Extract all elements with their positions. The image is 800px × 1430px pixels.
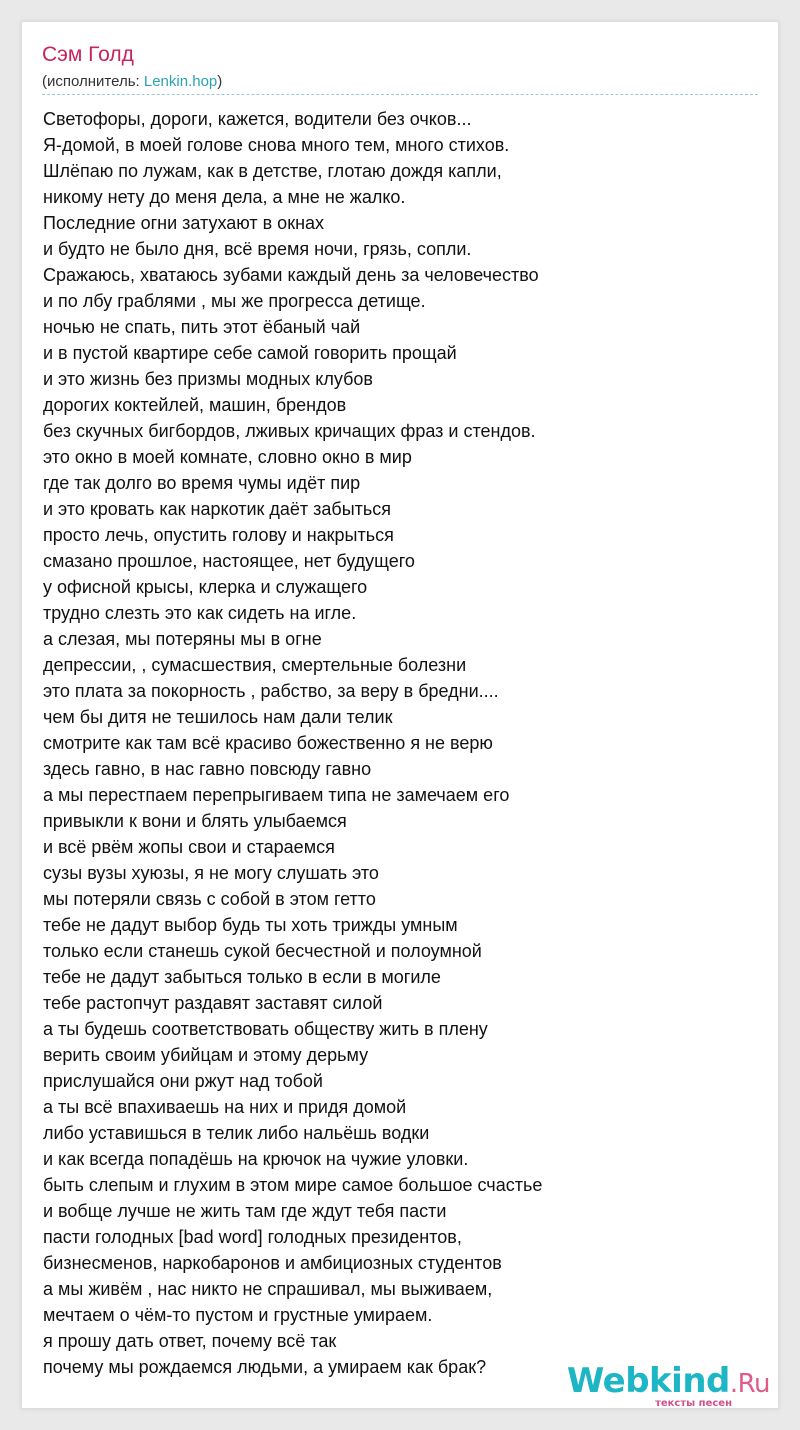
lyric-line: где так долго во время чумы идёт пир — [43, 473, 361, 493]
lyric-line: и будто не было дня, всё время ночи, грязь, сопли. — [43, 239, 472, 259]
lyric-line: сузы вузы хуюзы, я не могу слушать это — [43, 863, 379, 883]
lyric-line: быть слепым и глухим в этом мире самое большое счастье — [43, 1175, 543, 1195]
lyric-line: и это кровать как наркотик даёт забыться — [43, 499, 392, 519]
lyric-line: и вобще лучше не жить там где ждут тебя пасти — [43, 1201, 447, 1221]
lyric-line: прислушайся они ржут над тобой — [43, 1071, 323, 1091]
lyric-line: Светофоры, дороги, кажется, водители без очков... — [43, 109, 472, 129]
logo-tagline: тексты песен — [655, 1398, 732, 1409]
logo-name: Webkind — [566, 1361, 730, 1401]
lyric-line: тебе не дадут выбор будь ты хоть трижды умным — [43, 915, 458, 935]
logo-tld: .Ru — [729, 1369, 770, 1399]
lyric-line: и это жизнь без призмы модных клубов — [43, 369, 373, 389]
lyric-line: а ты будешь соответствовать обществу жить в плену — [43, 1019, 488, 1039]
lyric-line: смотрите как там всё красиво божественно я не верю — [43, 733, 493, 753]
lyric-line: только если станешь сукой бесчестной и полоумной — [43, 941, 482, 961]
lyric-line: и всё рвём жопы свои и стараемся — [43, 837, 335, 857]
lyric-line: а мы живём , нас никто не спрашивал, мы выживаем, — [43, 1279, 493, 1299]
lyric-line: а мы перестпаем перепрыгиваем типа не замечаем его — [43, 785, 510, 805]
lyric-line: бизнесменов, наркобаронов и амбициозных студентов — [43, 1253, 502, 1273]
lyric-line: а ты всё впахиваешь на них и придя домой — [43, 1097, 407, 1117]
lyric-line: Я-домой, в моей голове снова много тем, много стихов. — [43, 135, 510, 155]
lyric-line: почему мы рождаемся людьми, а умираем как брак? — [43, 1357, 487, 1377]
lyric-line: просто лечь, опустить голову и накрыться — [43, 525, 394, 545]
lyrics-text — [43, 106, 542, 1380]
lyric-line: без скучных бигбордов, лживых кричащих фраз и стендов. — [43, 421, 536, 441]
performer-line — [42, 73, 222, 91]
lyric-line: тебе не дадут забыться только в если в могиле — [43, 967, 441, 987]
site-logo[interactable] — [566, 1361, 770, 1409]
divider — [42, 94, 758, 95]
lyric-line: а слезая, мы потеряны мы в огне — [43, 629, 322, 649]
lyric-line: депрессии, , сумасшествия, смертельные болезни — [43, 655, 467, 675]
lyric-line: мы потеряли связь с собой в этом гетто — [43, 889, 376, 909]
lyric-line: либо уставишься в телик либо нальёшь водки — [43, 1123, 430, 1143]
performer-suffix: ) — [217, 73, 223, 90]
lyric-line: пасти голодных [bad word] голодных президентов, — [43, 1227, 462, 1247]
logo-wordmark — [567, 1362, 770, 1403]
lyric-line: мечтаем о чём-то пустом и грустные умираем. — [43, 1305, 433, 1325]
lyric-line: здесь гавно, в нас гавно повсюду гавно — [43, 759, 372, 779]
lyric-line: это плата за покорность , рабство, за веру в бредни.... — [43, 681, 499, 701]
lyric-line: смазано прошлое, настоящее, нет будущего — [43, 551, 415, 571]
lyric-line: ночью не спать, пить этот ёбаный чай — [43, 317, 361, 337]
lyrics-card — [22, 22, 778, 1408]
lyric-line: Шлёпаю по лужам, как в детстве, глотаю дождя капли, — [43, 161, 502, 181]
lyric-line: у офисной крысы, клерка и служащего — [43, 577, 368, 597]
lyric-line: и как всегда попадёшь на крючок на чужие уловки. — [43, 1149, 469, 1169]
lyric-line: тебе растопчут раздавят заставят силой — [43, 993, 383, 1013]
lyric-line: привыкли к вони и блять улыбаемся — [43, 811, 347, 831]
song-title: Сэм Голд — [42, 43, 134, 66]
lyric-line: это окно в моей комнате, словно окно в мир — [43, 447, 412, 467]
lyric-line: Сражаюсь, хватаюсь зубами каждый день за человечество — [43, 265, 539, 285]
lyric-line: никому нету до меня дела, а мне не жалко. — [43, 187, 406, 207]
lyric-line: чем бы дитя не тешилось нам дали телик — [43, 707, 393, 727]
performer-prefix: (исполнитель: — [42, 73, 144, 90]
lyric-line: Последние огни затухают в окнах — [43, 213, 325, 233]
lyric-line: верить своим убийцам и этому дерьму — [43, 1045, 369, 1065]
performer-link[interactable]: Lenkin.hop — [143, 73, 218, 90]
lyric-line: дорогих коктейлей, машин, брендов — [43, 395, 347, 415]
lyric-line: и по лбу граблями , мы же прогресса детище. — [43, 291, 426, 311]
lyric-line: и в пустой квартире себе самой говорить прощай — [43, 343, 457, 363]
lyric-line: я прошу дать ответ, почему всё так — [43, 1331, 337, 1351]
lyric-line: трудно слезть это как сидеть на игле. — [43, 603, 357, 623]
